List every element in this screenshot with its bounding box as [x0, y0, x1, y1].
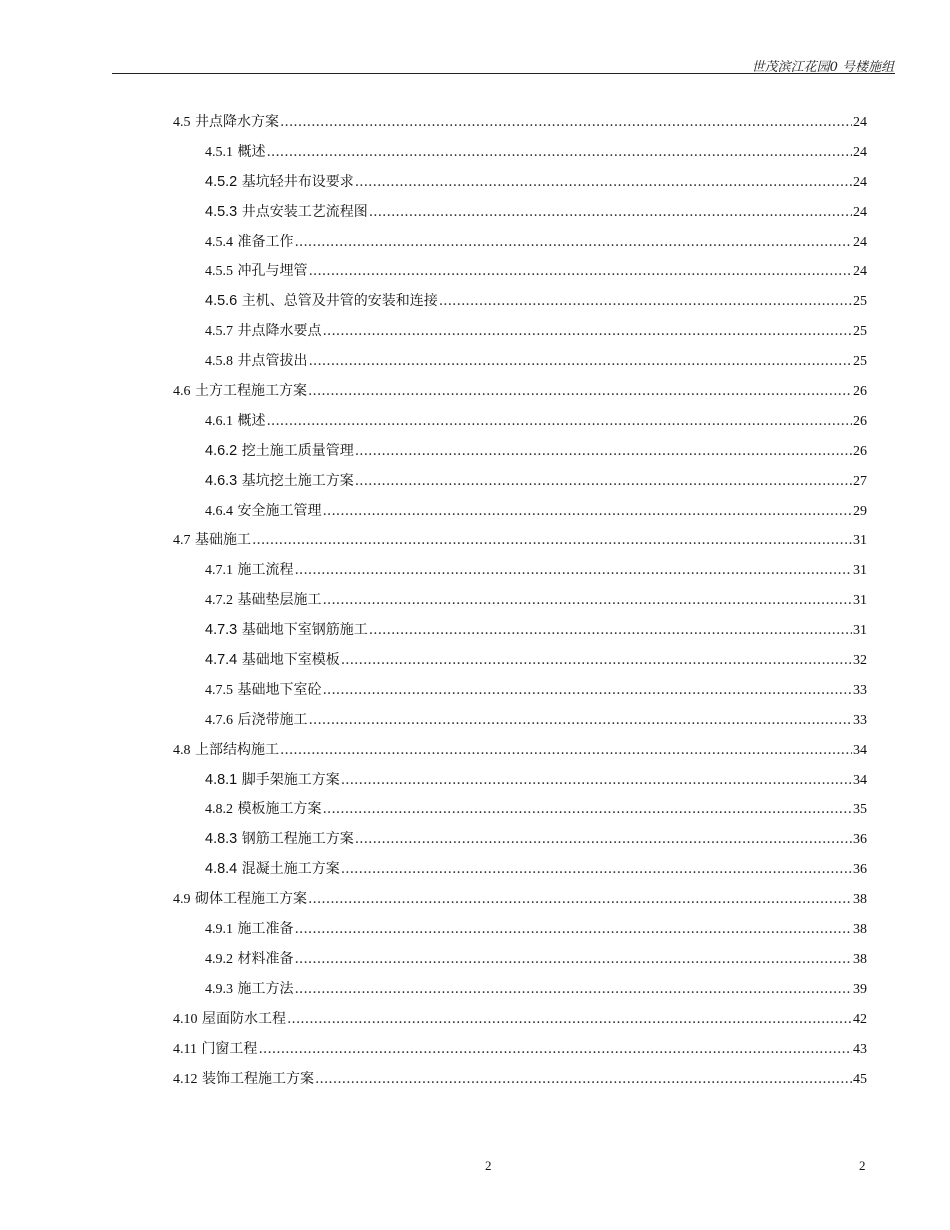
toc-entry-title: 井点安装工艺流程图 — [241, 203, 368, 220]
toc-dot-leader — [308, 257, 852, 287]
toc-entry[interactable] — [173, 766, 867, 796]
toc-entry[interactable] — [173, 1035, 867, 1065]
toc-entry-title: 施工准备 — [237, 921, 294, 938]
toc-entry[interactable] — [173, 108, 867, 138]
toc-dot-leader — [308, 885, 852, 915]
toc-entry-page: 36 — [853, 862, 867, 878]
toc-entry-page: 45 — [853, 1071, 867, 1087]
toc-dot-leader — [308, 377, 852, 407]
toc-entry-label — [205, 706, 307, 736]
toc-entry-label — [205, 228, 293, 258]
toc-entry[interactable] — [173, 975, 867, 1005]
toc-entry-page: 25 — [853, 294, 867, 310]
toc-entry-title: 砌体工程施工方案 — [194, 891, 307, 908]
toc-entry[interactable] — [173, 676, 867, 706]
toc-entry-number: 4.9.1 — [205, 922, 233, 938]
toc-entry-page: 32 — [853, 653, 867, 669]
toc-entry[interactable] — [173, 287, 867, 317]
toc-entry-number: 4.9.2 — [205, 951, 233, 967]
toc-entry-label — [205, 556, 293, 586]
toc-entry-title: 安全施工管理 — [237, 502, 322, 519]
toc-entry-label — [205, 975, 293, 1005]
toc-entry-page: 24 — [853, 204, 867, 220]
toc-entry[interactable] — [173, 945, 867, 975]
toc-entry-title: 井点管拔出 — [237, 353, 308, 370]
toc-entry-label — [205, 168, 354, 198]
toc-entry-label — [205, 138, 265, 168]
toc-entry-title: 基础施工 — [194, 532, 251, 549]
toc-dot-leader — [315, 1065, 852, 1095]
toc-entry-number: 4.12 — [173, 1071, 198, 1087]
toc-entry-page: 38 — [853, 922, 867, 938]
toc-entry-page: 42 — [853, 1011, 867, 1027]
toc-entry-label — [173, 1005, 286, 1035]
toc-entry-number: 4.5.6 — [205, 293, 238, 310]
toc-entry-title: 屋面防水工程 — [201, 1010, 286, 1027]
toc-dot-leader — [308, 347, 852, 377]
toc-entry-page: 24 — [853, 264, 867, 280]
toc-entry-number: 4.7.4 — [205, 652, 238, 669]
toc-entry-title: 基础垫层施工 — [237, 592, 322, 609]
toc-dot-leader — [258, 1035, 852, 1065]
toc-entry-page: 31 — [853, 563, 867, 579]
toc-dot-leader — [287, 1005, 852, 1035]
toc-dot-leader — [280, 736, 852, 766]
toc-entry-page: 43 — [853, 1041, 867, 1057]
toc-entry[interactable] — [173, 855, 867, 885]
toc-entry-label — [173, 377, 307, 407]
toc-entry[interactable] — [173, 317, 867, 347]
toc-dot-leader — [322, 497, 852, 527]
toc-entry-number: 4.8 — [173, 742, 191, 758]
toc-entry[interactable] — [173, 526, 867, 556]
toc-entry-page: 24 — [853, 144, 867, 160]
toc-entry[interactable] — [173, 377, 867, 407]
toc-dot-leader — [266, 138, 852, 168]
toc-entry-title: 井点降水要点 — [237, 323, 322, 340]
toc-entry-title: 概述 — [237, 143, 266, 160]
toc-entry-number: 4.5.4 — [205, 234, 233, 250]
toc-entry-label — [205, 616, 368, 646]
toc-entry-number: 4.6 — [173, 384, 191, 400]
toc-entry-label — [173, 885, 307, 915]
toc-entry-page: 33 — [853, 712, 867, 728]
toc-entry-page: 33 — [853, 682, 867, 698]
toc-dot-leader — [355, 467, 852, 497]
toc-entry-page: 34 — [853, 742, 867, 758]
toc-entry[interactable] — [173, 467, 867, 497]
toc-entry-page: 31 — [853, 593, 867, 609]
toc-entry-page: 35 — [853, 802, 867, 818]
toc-entry-label — [205, 586, 321, 616]
toc-entry-label — [205, 317, 321, 347]
toc-entry-label — [205, 915, 293, 945]
toc-entry-title: 施工方法 — [237, 980, 294, 997]
toc-dot-leader — [266, 407, 852, 437]
toc-entry-title: 后浇带施工 — [237, 711, 308, 728]
footer-page-number-right: 2 — [859, 1158, 866, 1173]
toc-entry[interactable] — [173, 497, 867, 527]
toc-dot-leader — [369, 198, 852, 228]
toc-entry-title: 脚手架施工方案 — [241, 771, 340, 788]
toc-entry-number: 4.7.1 — [205, 563, 233, 579]
toc-entry-title: 土方工程施工方案 — [194, 383, 307, 400]
toc-entry-number: 4.5.2 — [205, 173, 238, 190]
toc-entry-number: 4.7.2 — [205, 593, 233, 609]
toc-entry-page: 31 — [853, 623, 867, 639]
toc-entry-page: 26 — [853, 384, 867, 400]
toc-dot-leader — [322, 317, 852, 347]
toc-entry[interactable] — [173, 1005, 867, 1035]
toc-entry-title: 门窗工程 — [201, 1040, 258, 1057]
toc-entry-title: 钢筋工程施工方案 — [241, 831, 354, 848]
toc-entry[interactable] — [173, 885, 867, 915]
toc-entry-number: 4.8.2 — [205, 802, 233, 818]
toc-entry-page: 24 — [853, 234, 867, 250]
toc-entry[interactable] — [173, 198, 867, 228]
toc-entry-title: 基坑挖土施工方案 — [241, 472, 354, 489]
toc-entry-label — [205, 467, 354, 497]
toc-dot-leader — [369, 616, 852, 646]
toc-entry-title: 概述 — [237, 412, 266, 429]
running-header-title: 世茂滨江花园0 号楼施组 — [751, 60, 894, 75]
toc-entry[interactable] — [173, 915, 867, 945]
toc-dot-leader — [355, 825, 852, 855]
toc-entry[interactable] — [173, 168, 867, 198]
toc-entry-label — [205, 407, 265, 437]
toc-entry-page: 31 — [853, 533, 867, 549]
footer-page-number-center: 2 — [485, 1158, 492, 1173]
toc-entry-label — [205, 198, 368, 228]
toc-entry-page: 25 — [853, 354, 867, 370]
toc-entry-label — [173, 108, 279, 138]
toc-entry-number: 4.8.3 — [205, 831, 238, 848]
toc-entry-label — [173, 736, 279, 766]
toc-entry-label — [205, 855, 340, 885]
toc-entry[interactable] — [173, 646, 867, 676]
toc-dot-leader — [294, 975, 852, 1005]
toc-entry[interactable] — [173, 706, 867, 736]
toc-entry[interactable] — [173, 586, 867, 616]
toc-entry[interactable] — [173, 138, 867, 168]
header-rule — [112, 73, 895, 74]
toc-entry-number: 4.7.5 — [205, 682, 233, 698]
toc-entry[interactable] — [173, 228, 867, 258]
toc-entry-page: 36 — [853, 832, 867, 848]
toc-dot-leader — [355, 437, 852, 467]
toc-entry-title: 基础地下室砼 — [237, 681, 322, 698]
toc-entry-number: 4.5.5 — [205, 264, 233, 280]
toc-entry-label — [205, 257, 307, 287]
toc-entry[interactable] — [173, 616, 867, 646]
toc-dot-leader — [322, 795, 852, 825]
toc-entry-title: 施工流程 — [237, 562, 294, 579]
toc-entry-number: 4.6.4 — [205, 503, 233, 519]
toc-entry-page: 25 — [853, 324, 867, 340]
toc-entry-number: 4.6.1 — [205, 413, 233, 429]
toc-entry-label — [205, 676, 321, 706]
toc-entry-title: 主机、总管及井管的安装和连接 — [241, 293, 438, 310]
toc-entry-page: 24 — [853, 115, 867, 130]
toc-entry-number: 4.5.3 — [205, 203, 238, 220]
toc-entry-page: 26 — [853, 443, 867, 459]
toc-entry-label — [205, 646, 340, 676]
toc-entry-number: 4.6.2 — [205, 442, 238, 459]
toc-entry-label — [205, 437, 354, 467]
toc-entry-label — [173, 526, 251, 556]
toc-entry-title: 模板施工方案 — [237, 801, 322, 818]
toc-entry-page: 34 — [853, 772, 867, 788]
toc-entry-title: 挖土施工质量管理 — [241, 442, 354, 459]
toc-entry-number: 4.7 — [173, 533, 191, 549]
toc-entry-page: 24 — [853, 174, 867, 190]
toc-entry-title: 基坑轻井布设要求 — [241, 173, 354, 190]
toc-dot-leader — [294, 915, 852, 945]
toc-entry-label — [205, 945, 293, 975]
toc-dot-leader — [280, 108, 852, 138]
toc-entry-title: 冲孔与埋管 — [237, 263, 308, 280]
toc-entry-number: 4.5.1 — [205, 144, 233, 160]
toc-entry-number: 4.6.3 — [205, 472, 238, 489]
toc-entry-label — [205, 795, 321, 825]
toc-entry-title: 基础地下室钢筋施工 — [241, 622, 368, 639]
toc-entry-title: 准备工作 — [237, 233, 294, 250]
table-of-contents — [173, 108, 867, 1094]
toc-dot-leader — [355, 168, 852, 198]
toc-entry-number: 4.5 — [173, 115, 191, 130]
toc-entry-number: 4.9.3 — [205, 981, 233, 997]
toc-entry-title: 井点降水方案 — [194, 114, 279, 130]
toc-entry-number: 4.8.1 — [205, 771, 238, 788]
toc-entry-label — [205, 825, 354, 855]
toc-dot-leader — [252, 526, 852, 556]
toc-entry-number: 4.7.6 — [205, 712, 233, 728]
toc-dot-leader — [439, 287, 852, 317]
toc-dot-leader — [308, 706, 852, 736]
toc-entry[interactable] — [173, 1065, 867, 1095]
toc-entry-label — [205, 287, 438, 317]
toc-entry-label — [205, 347, 307, 377]
toc-entry-number: 4.5.7 — [205, 324, 233, 340]
toc-entry[interactable] — [173, 736, 867, 766]
toc-entry-page: 26 — [853, 413, 867, 429]
toc-dot-leader — [294, 945, 852, 975]
toc-entry-page: 39 — [853, 981, 867, 997]
toc-dot-leader — [322, 586, 852, 616]
toc-entry-page: 38 — [853, 951, 867, 967]
toc-dot-leader — [341, 646, 852, 676]
toc-entry[interactable] — [173, 437, 867, 467]
toc-entry[interactable] — [173, 825, 867, 855]
toc-entry-number: 4.8.4 — [205, 861, 238, 878]
toc-entry-number: 4.10 — [173, 1011, 198, 1027]
toc-entry-title: 装饰工程施工方案 — [201, 1070, 314, 1087]
toc-entry-number: 4.7.3 — [205, 622, 238, 639]
toc-dot-leader — [341, 766, 852, 796]
toc-entry-page: 38 — [853, 892, 867, 908]
toc-dot-leader — [322, 676, 852, 706]
toc-entry[interactable] — [173, 795, 867, 825]
toc-entry-label — [205, 766, 340, 796]
toc-entry-title: 材料准备 — [237, 950, 294, 967]
toc-dot-leader — [341, 855, 852, 885]
toc-entry[interactable] — [173, 347, 867, 377]
toc-entry-title: 基础地下室模板 — [241, 652, 340, 669]
toc-dot-leader — [294, 556, 852, 586]
toc-entry[interactable] — [173, 407, 867, 437]
toc-entry-number: 4.11 — [173, 1041, 197, 1057]
toc-entry[interactable] — [173, 556, 867, 586]
toc-dot-leader — [294, 228, 852, 258]
toc-entry-label — [173, 1065, 314, 1095]
toc-entry-page: 27 — [853, 473, 867, 489]
toc-entry-number: 4.5.8 — [205, 354, 233, 370]
toc-entry-label — [205, 497, 321, 527]
toc-entry-title: 混凝土施工方案 — [241, 861, 340, 878]
toc-entry-title: 上部结构施工 — [194, 741, 279, 758]
toc-entry[interactable] — [173, 257, 867, 287]
toc-entry-page: 29 — [853, 503, 867, 519]
toc-entry-number: 4.9 — [173, 892, 191, 908]
toc-entry-label — [173, 1035, 257, 1065]
